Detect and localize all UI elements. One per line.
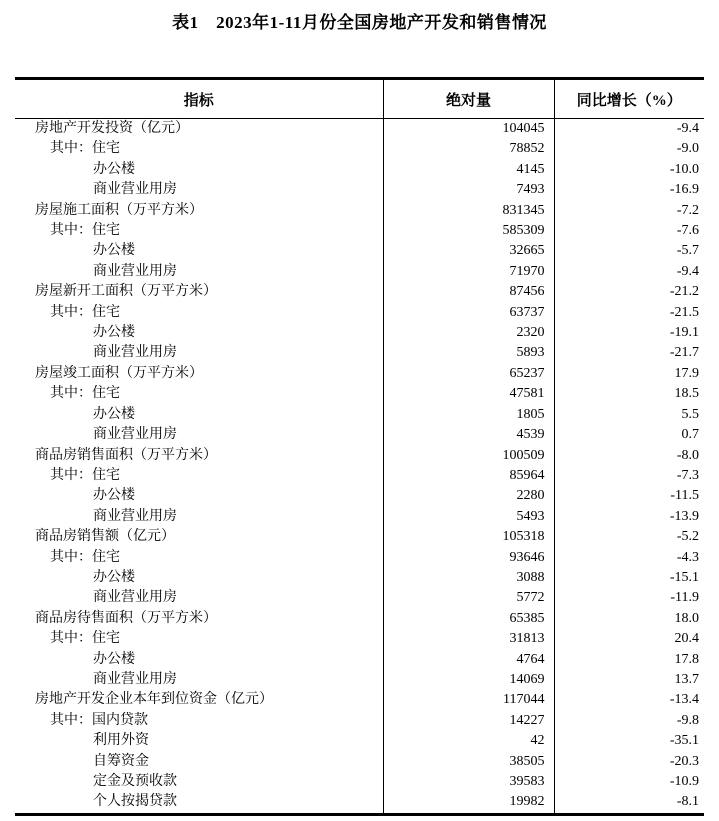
growth-cell: -21.7 (554, 343, 704, 363)
absolute-value-cell: 65237 (383, 364, 554, 384)
table-row (15, 772, 704, 792)
table-row (15, 262, 704, 282)
growth-cell: -13.4 (554, 690, 704, 710)
indicator-cell: 其中：国内贷款 (50, 712, 148, 728)
table-row (15, 303, 704, 323)
indicator-cell: 商业营业用房 (93, 590, 177, 606)
absolute-value-cell: 5893 (383, 343, 554, 363)
table-row (15, 568, 704, 588)
indicator-cell: 商品房销售面积（万平方米） (35, 447, 217, 463)
indicator-cell: 商业营业用房 (93, 263, 177, 279)
table-row (15, 323, 704, 343)
indicator-cell: 商业营业用房 (93, 671, 177, 687)
absolute-value-cell: 38505 (383, 752, 554, 772)
indicator-cell: 自筹资金 (93, 753, 149, 769)
absolute-value-cell: 100509 (383, 446, 554, 466)
absolute-value-cell: 78852 (383, 139, 554, 159)
growth-cell: -19.1 (554, 323, 704, 343)
table-row (15, 119, 704, 140)
indicator-cell: 房地产开发企业本年到位资金（亿元） (35, 692, 273, 708)
indicator-cell: 办公楼 (93, 161, 135, 177)
absolute-value-cell: 32665 (383, 241, 554, 261)
indicator-cell: 商业营业用房 (93, 345, 177, 361)
indicator-cell: 利用外资 (93, 733, 149, 749)
indicator-cell: 办公楼 (93, 651, 135, 667)
absolute-value-cell: 104045 (383, 119, 554, 140)
header-indicator: 指标 (15, 79, 383, 119)
table-row (15, 670, 704, 690)
absolute-value-cell: 2280 (383, 486, 554, 506)
growth-cell: -9.4 (554, 262, 704, 282)
absolute-value-cell: 117044 (383, 690, 554, 710)
indicator-cell: 其中：住宅 (50, 141, 120, 157)
table-row (15, 792, 704, 814)
absolute-value-cell: 5493 (383, 507, 554, 527)
absolute-value-cell: 585309 (383, 221, 554, 241)
growth-cell: 17.8 (554, 650, 704, 670)
table-row (15, 446, 704, 466)
absolute-value-cell: 71970 (383, 262, 554, 282)
growth-cell: -4.3 (554, 548, 704, 568)
absolute-value-cell: 2320 (383, 323, 554, 343)
table-row (15, 343, 704, 363)
table-row (15, 425, 704, 445)
header-row (15, 79, 704, 119)
table-row (15, 282, 704, 302)
indicator-cell: 房地产开发投资（亿元） (35, 121, 189, 136)
table-row (15, 405, 704, 425)
indicator-cell: 办公楼 (93, 569, 135, 585)
growth-cell: -10.0 (554, 160, 704, 180)
table-row (15, 690, 704, 710)
growth-cell: -16.9 (554, 180, 704, 200)
table-row (15, 384, 704, 404)
table-row (15, 201, 704, 221)
absolute-value-cell: 5772 (383, 588, 554, 608)
absolute-value-cell: 31813 (383, 629, 554, 649)
indicator-cell: 房屋新开工面积（万平方米） (35, 284, 217, 300)
table-title: 表1 2023年1-11月份全国房地产开发和销售情况 (172, 13, 547, 32)
growth-cell: -35.1 (554, 731, 704, 751)
absolute-value-cell: 14069 (383, 670, 554, 690)
absolute-value-cell: 3088 (383, 568, 554, 588)
indicator-cell: 商品房销售额（亿元） (35, 529, 175, 545)
indicator-cell: 定金及预收款 (93, 774, 177, 789)
indicator-cell: 其中：住宅 (50, 386, 120, 402)
absolute-value-cell: 4539 (383, 425, 554, 445)
growth-cell: -7.2 (554, 201, 704, 221)
table-row (15, 466, 704, 486)
indicator-cell: 办公楼 (93, 243, 135, 259)
growth-cell: -15.1 (554, 568, 704, 588)
growth-cell: -21.5 (554, 303, 704, 323)
growth-cell: -5.2 (554, 527, 704, 547)
growth-cell: -9.4 (554, 119, 704, 140)
table-row (15, 731, 704, 751)
absolute-value-cell: 4145 (383, 160, 554, 180)
growth-cell: -13.9 (554, 507, 704, 527)
statistics-table (15, 77, 704, 816)
absolute-value-cell: 4764 (383, 650, 554, 670)
absolute-value-cell: 1805 (383, 405, 554, 425)
growth-cell: 5.5 (554, 405, 704, 425)
table-row (15, 180, 704, 200)
table-row (15, 527, 704, 547)
growth-cell: -9.0 (554, 139, 704, 159)
growth-cell: 18.5 (554, 384, 704, 404)
header-absolute-value: 绝对量 (383, 79, 554, 119)
indicator-cell: 商业营业用房 (93, 427, 177, 443)
absolute-value-cell: 7493 (383, 180, 554, 200)
table-row (15, 650, 704, 670)
growth-cell: -20.3 (554, 752, 704, 772)
absolute-value-cell: 85964 (383, 466, 554, 486)
absolute-value-cell: 63737 (383, 303, 554, 323)
absolute-value-cell: 105318 (383, 527, 554, 547)
growth-cell: 18.0 (554, 609, 704, 629)
indicator-cell: 商业营业用房 (93, 508, 177, 524)
indicator-cell: 办公楼 (93, 406, 135, 422)
table-row (15, 507, 704, 527)
table-row (15, 609, 704, 629)
indicator-cell: 房屋施工面积（万平方米） (35, 202, 203, 218)
table-row (15, 160, 704, 180)
growth-cell: -7.6 (554, 221, 704, 241)
indicator-cell: 个人按揭贷款 (93, 794, 177, 810)
growth-cell: -10.9 (554, 772, 704, 792)
growth-cell: -5.7 (554, 241, 704, 261)
table-row (15, 752, 704, 772)
table-row (15, 139, 704, 159)
table-row (15, 221, 704, 241)
table-row (15, 548, 704, 568)
growth-cell: -21.2 (554, 282, 704, 302)
growth-cell: -8.1 (554, 792, 704, 814)
header-yoy-growth: 同比增长（%） (554, 79, 704, 119)
growth-cell: 0.7 (554, 425, 704, 445)
absolute-value-cell: 47581 (383, 384, 554, 404)
absolute-value-cell: 93646 (383, 548, 554, 568)
absolute-value-cell: 65385 (383, 609, 554, 629)
absolute-value-cell: 19982 (383, 792, 554, 814)
table-row (15, 588, 704, 608)
growth-cell: -7.3 (554, 466, 704, 486)
growth-cell: -11.5 (554, 486, 704, 506)
indicator-cell: 其中：住宅 (50, 549, 120, 565)
indicator-cell: 其中：住宅 (50, 631, 120, 647)
growth-cell: 13.7 (554, 670, 704, 690)
growth-cell: -8.0 (554, 446, 704, 466)
indicator-cell: 商品房待售面积（万平方米） (35, 610, 217, 626)
growth-cell: -9.8 (554, 711, 704, 731)
growth-cell: -11.9 (554, 588, 704, 608)
indicator-cell: 商业营业用房 (93, 182, 177, 198)
indicator-cell: 其中：住宅 (50, 304, 120, 320)
absolute-value-cell: 87456 (383, 282, 554, 302)
absolute-value-cell: 39583 (383, 772, 554, 792)
indicator-cell: 办公楼 (93, 325, 135, 341)
table-row (15, 241, 704, 261)
absolute-value-cell: 831345 (383, 201, 554, 221)
table-row (15, 364, 704, 384)
table-row (15, 629, 704, 649)
indicator-cell: 其中：住宅 (50, 467, 120, 483)
indicator-cell: 办公楼 (93, 488, 135, 504)
absolute-value-cell: 14227 (383, 711, 554, 731)
growth-cell: 20.4 (554, 629, 704, 649)
table-row (15, 486, 704, 506)
growth-cell: 17.9 (554, 364, 704, 384)
indicator-cell: 其中：住宅 (50, 223, 120, 239)
table-body (15, 119, 704, 815)
indicator-cell: 房屋竣工面积（万平方米） (35, 365, 203, 381)
absolute-value-cell: 42 (383, 731, 554, 751)
table-row (15, 711, 704, 731)
